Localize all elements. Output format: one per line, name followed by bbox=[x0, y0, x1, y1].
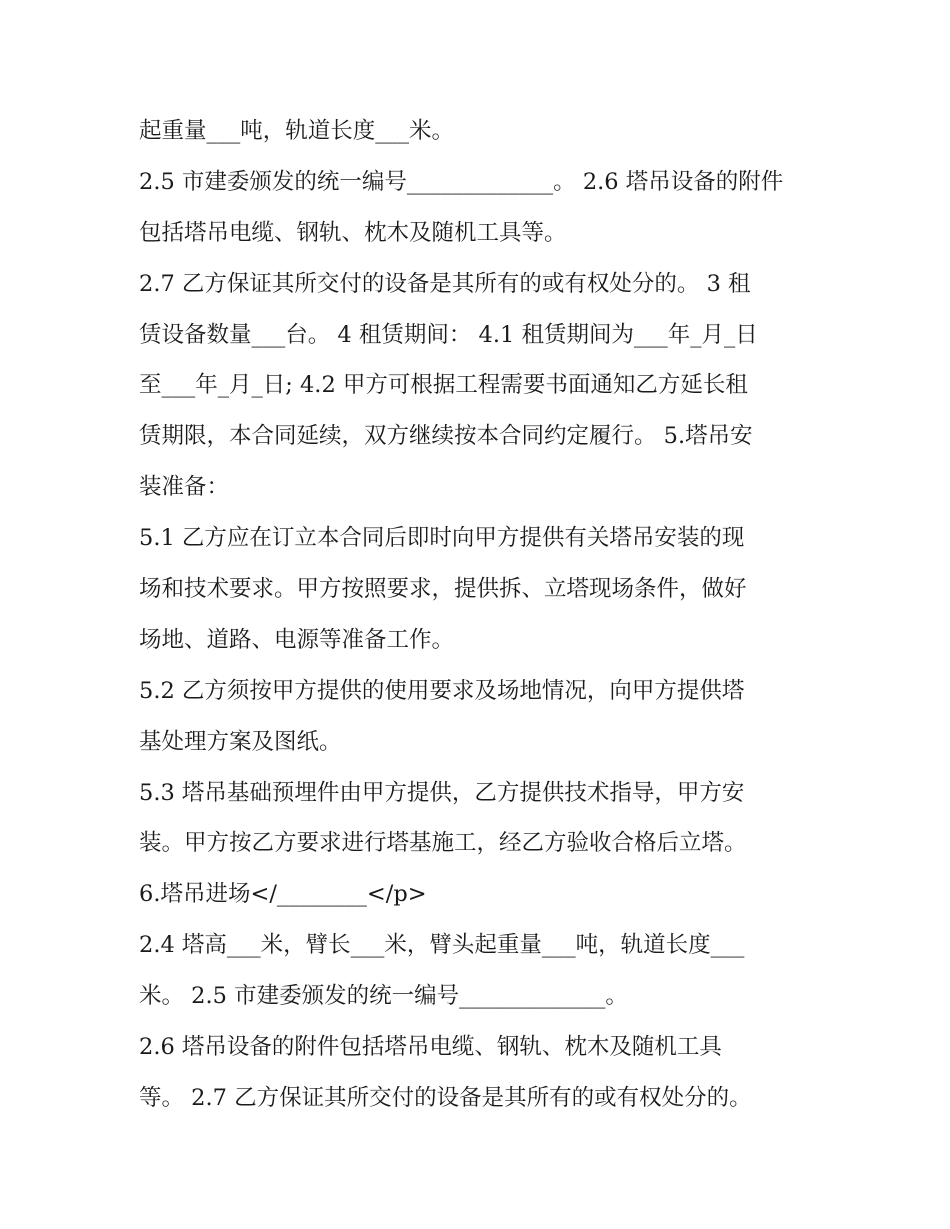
text-line: 6.塔吊进场</________</p> bbox=[139, 881, 427, 908]
text-line: 装。甲方按乙方要求进行塔基施工，经乙方验收合格后立塔。 bbox=[139, 830, 747, 857]
text-line: 2.4 塔高___米，臂长___米，臂头起重量___吨，轨道长度___ bbox=[139, 932, 745, 959]
text-line: 包括塔吊电缆、钢轨、枕木及随机工具等。 bbox=[139, 219, 567, 246]
text-line: 起重量___吨，轨道长度___米。 bbox=[139, 118, 455, 144]
text-line: 等。 2.7 乙方保证其所交付的设备是其所有的或有权处分的。 bbox=[139, 1084, 752, 1111]
contract-text-body bbox=[139, 106, 819, 1124]
text-line: 赁期限，本合同延续，双方继续按本合同约定履行。 5.塔吊安 bbox=[139, 423, 753, 450]
text-line: 2.6 塔吊设备的附件包括塔吊电缆、钢轨、枕木及随机工具 bbox=[139, 1034, 722, 1061]
text-line: 场地、道路、电源等准备工作。 bbox=[139, 626, 455, 653]
text-line: 米。 2.5 市建委颁发的统一编号_____________。 bbox=[139, 983, 628, 1010]
text-line: 5.2 乙方须按甲方提供的使用要求及场地情况，向甲方提供塔 bbox=[139, 677, 745, 704]
text-line: 5.1 乙方应在订立本合同后即时向甲方提供有关塔吊安装的现 bbox=[139, 525, 745, 552]
text-line: 装准备： bbox=[139, 474, 230, 501]
text-line: 2.7 乙方保证其所交付的设备是其所有的或有权处分的。 3 租 bbox=[139, 270, 751, 297]
text-line: 2.5 市建委颁发的统一编号_____________。 2.6 塔吊设备的附件 bbox=[139, 168, 784, 195]
text-line: 至___年_月_日; 4.2 甲方可根据工程需要书面通知乙方延长租 bbox=[139, 372, 748, 399]
text-line: 5.3 塔吊基础预埋件由甲方提供，乙方提供技术指导，甲方安 bbox=[139, 779, 745, 806]
text-line: 基处理方案及图纸。 bbox=[139, 728, 342, 755]
text-line: 场和技术要求。甲方按照要求，提供拆、立塔现场条件，做好 bbox=[139, 576, 747, 603]
text-line: 赁设备数量___台。 4 租赁期间： 4.1 租赁期间为___年_月_日 bbox=[139, 321, 758, 348]
